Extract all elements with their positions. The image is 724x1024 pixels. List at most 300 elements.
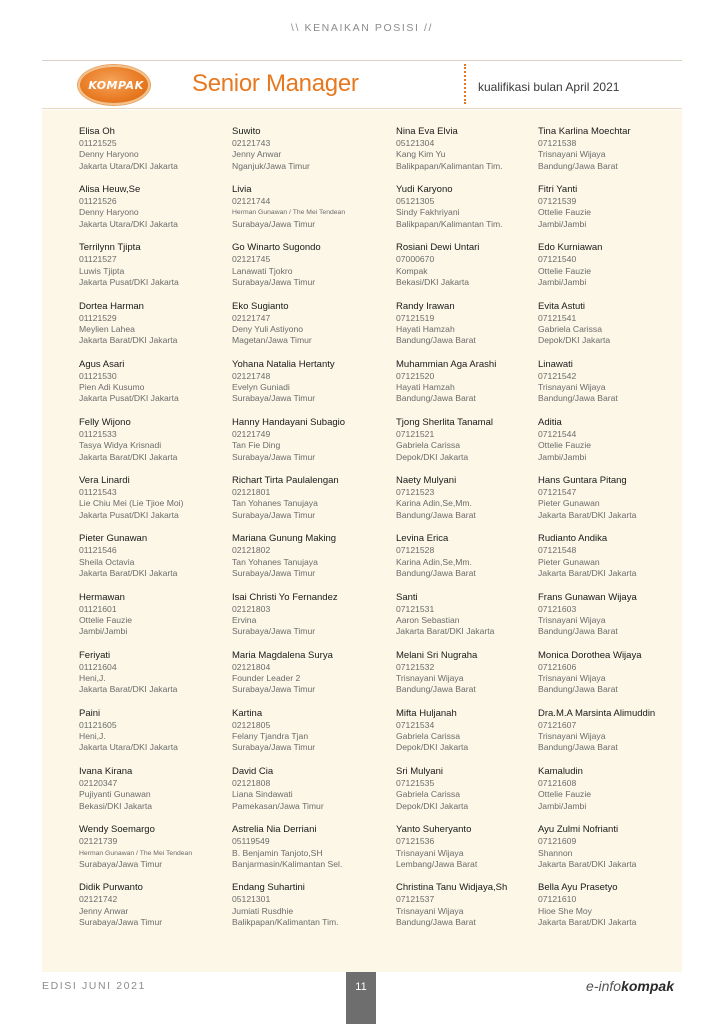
member-location: Jakarta Barat/DKI Jakarta	[79, 335, 178, 346]
sponsor-name: Ottelie Fauzie	[538, 265, 592, 276]
sponsor-name: Ervina	[232, 614, 257, 625]
member-id: 01121530	[79, 370, 117, 381]
member-id: 02121747	[232, 312, 271, 323]
member-entry	[538, 126, 693, 184]
top-divider	[42, 60, 682, 61]
member-id: 02121749	[232, 428, 271, 439]
sponsor-name: Gabriela Carissa	[396, 789, 460, 800]
sponsor-name: Ottelie Fauzie	[538, 207, 592, 218]
member-entry	[79, 824, 234, 882]
member-location: Surabaya/Jawa Timur	[232, 276, 316, 287]
sponsor-name: Gabriela Carissa	[396, 731, 460, 742]
member-name: Ayu Zulmi Nofrianti	[538, 824, 619, 836]
member-location: Depok/DKI Jakarta	[538, 335, 611, 346]
member-id: 07121538	[538, 138, 577, 148]
member-entry	[232, 592, 387, 650]
member-id: 02120347	[79, 778, 118, 789]
member-location: Jakarta Pusat/DKI Jakarta	[79, 509, 179, 520]
member-entry	[232, 184, 387, 242]
member-entry	[538, 766, 693, 824]
member-entry	[79, 882, 234, 940]
sponsor-name: Ottelie Fauzie	[79, 614, 133, 625]
sponsor-name: Jenny Anwar	[79, 905, 129, 916]
member-id: 07121607	[538, 719, 577, 730]
member-entry	[396, 650, 551, 708]
page-title: Senior Manager	[192, 70, 359, 97]
sponsor-name: Tan Yohanes Tanujaya	[232, 498, 318, 509]
sponsor-name: Felany Tjandra Tjan	[232, 731, 309, 742]
sponsor-name: Trisnayani Wijaya	[538, 672, 606, 683]
sponsor-name: Deny Yuli Astiyono	[232, 323, 304, 334]
member-name: Endang Suhartini	[232, 882, 305, 894]
member-name: Suwito	[232, 126, 261, 137]
member-name: Levina Erica	[396, 533, 449, 545]
member-entry	[79, 184, 234, 242]
member-location: Bandung/Jawa Barat	[538, 684, 618, 695]
sponsor-name: Lie Chiu Mei (Lie Tjioe Moi)	[79, 498, 184, 509]
member-id: 07121540	[538, 254, 577, 265]
brand-prefix: e-info	[586, 978, 622, 994]
member-name: Livia	[232, 184, 252, 196]
member-name: Isai Christi Yo Fernandez	[232, 591, 338, 603]
member-location: Magetan/Jawa Timur	[232, 335, 312, 346]
member-entry	[232, 242, 387, 300]
member-entry	[396, 766, 551, 824]
member-id: 01121526	[79, 196, 117, 207]
member-location: Bandung/Jawa Barat	[396, 509, 476, 520]
sponsor-name: Pieter Gunawan	[538, 498, 600, 509]
member-location: Bandung/Jawa Barat	[538, 160, 618, 171]
member-name: Felly Wijono	[79, 416, 131, 428]
member-id: 02121742	[79, 894, 118, 905]
sponsor-name: Liana Sindawati	[232, 789, 293, 800]
member-entry	[396, 882, 551, 940]
sponsor-name: Kompak	[396, 265, 428, 276]
member-name: Elisa Oh	[79, 126, 115, 137]
sponsor-name: Evelyn Guniadi	[232, 382, 290, 393]
member-name: Yudi Karyono	[396, 184, 453, 196]
member-id: 07121609	[538, 836, 577, 847]
member-entry	[232, 766, 387, 824]
member-location: Jambi/Jambi	[538, 218, 587, 229]
member-name: Feriyati	[79, 649, 111, 661]
member-location: Jakarta Barat/DKI Jakarta	[79, 451, 178, 462]
member-location: Bandung/Jawa Barat	[538, 626, 618, 637]
member-entry	[79, 359, 234, 417]
member-id: 01121604	[79, 661, 117, 672]
member-location: Jakarta Barat/DKI Jakarta	[396, 626, 495, 637]
member-id: 02121808	[232, 778, 271, 789]
sponsor-name: Kang Kim Yu	[396, 149, 446, 160]
member-name: Maria Magdalena Surya	[232, 649, 333, 661]
member-entry	[232, 824, 387, 882]
member-id: 07121519	[396, 312, 435, 323]
member-location: Jambi/Jambi	[538, 451, 587, 462]
member-id: 07121608	[538, 778, 577, 789]
member-id: 02121803	[232, 603, 271, 614]
member-name: Muhammian Aga Arashi	[396, 358, 497, 370]
member-id: 05121304	[396, 138, 435, 148]
member-id: 07121523	[396, 487, 435, 498]
member-entry	[538, 708, 693, 766]
member-name: Yanto Suheryanto	[396, 824, 472, 836]
member-name: Hans Guntara Pitang	[538, 475, 627, 487]
member-id: 02121801	[232, 487, 271, 498]
member-name: Naety Mulyani	[396, 475, 457, 487]
member-location: Bandung/Jawa Barat	[396, 684, 476, 695]
member-id: 07121536	[396, 836, 435, 847]
member-name: Hermawan	[79, 591, 125, 603]
member-location: Surabaya/Jawa Timur	[79, 917, 163, 928]
member-column-2	[232, 126, 387, 941]
member-entry	[232, 708, 387, 766]
sponsor-name: Sheila Octavia	[79, 556, 135, 567]
member-id: 07121544	[538, 428, 577, 439]
member-id: 02121804	[232, 661, 271, 672]
sponsor-name: Aaron Sebastian	[396, 614, 460, 625]
member-name: Tina Karlina Moechtar	[538, 126, 631, 137]
member-location: Lembang/Jawa Barat	[396, 858, 478, 869]
member-entry	[538, 533, 693, 591]
member-name: Richart Tirta Paulalengan	[232, 475, 339, 487]
member-id: 07121534	[396, 719, 435, 730]
member-id: 07000670	[396, 254, 435, 265]
member-id: 01121601	[79, 603, 117, 614]
member-name: Hanny Handayani Subagio	[232, 416, 346, 428]
member-entry	[396, 184, 551, 242]
sponsor-name: Jenny Anwar	[232, 149, 282, 160]
member-location: Surabaya/Jawa Timur	[232, 218, 316, 229]
member-location: Bandung/Jawa Barat	[396, 335, 476, 346]
member-location: Jakarta Barat/DKI Jakarta	[538, 567, 637, 578]
member-entry	[79, 242, 234, 300]
member-entry	[232, 533, 387, 591]
member-entry	[79, 417, 234, 475]
member-name: Rosiani Dewi Untari	[396, 242, 480, 254]
member-id: 07121603	[538, 603, 577, 614]
member-name: David Cia	[232, 766, 274, 778]
member-name: Ivana Kirana	[79, 766, 133, 778]
member-entry	[79, 475, 234, 533]
member-id: 02121745	[232, 254, 271, 265]
member-location: Jakarta Pusat/DKI Jakarta	[79, 393, 179, 404]
member-id: 07121535	[396, 778, 435, 789]
member-entry	[232, 126, 387, 184]
member-location: Surabaya/Jawa Timur	[232, 684, 316, 695]
member-id: 05121305	[396, 196, 435, 207]
member-entry	[538, 824, 693, 882]
member-name: Monica Dorothea Wijaya	[538, 649, 642, 661]
page-footer	[42, 972, 682, 1024]
sponsor-name: Trisnayani Wijaya	[538, 614, 606, 625]
member-entry	[396, 708, 551, 766]
member-location: Jakarta Barat/DKI Jakarta	[538, 509, 637, 520]
member-entry	[396, 533, 551, 591]
sponsor-name: Karina Adin,Se,Mm.	[396, 498, 472, 509]
member-id: 07121542	[538, 370, 577, 381]
member-entry	[79, 766, 234, 824]
sponsor-name: Pujiyanti Gunawan	[79, 789, 151, 800]
member-id: 02121739	[79, 836, 118, 847]
member-entry	[232, 475, 387, 533]
member-name: Terrilynn Tjipta	[79, 242, 141, 254]
member-id: 02121744	[232, 196, 271, 207]
sponsor-name: Herman Gunawan / The Mei Tendean	[232, 209, 346, 217]
member-name: Sri Mulyani	[396, 766, 443, 778]
sponsor-name: Trisnayani Wijaya	[396, 905, 464, 916]
member-column-4	[538, 126, 693, 941]
member-name: Edo Kurniawan	[538, 242, 603, 254]
member-id: 02121748	[232, 370, 271, 381]
member-name: Rudianto Andika	[538, 533, 608, 545]
member-entry	[79, 126, 234, 184]
member-name: Evita Astuti	[538, 300, 585, 312]
sponsor-name: Pieter Gunawan	[538, 556, 600, 567]
kompak-logo	[78, 65, 150, 105]
member-entry	[538, 475, 693, 533]
member-entry	[538, 242, 693, 300]
member-location: Jakarta Utara/DKI Jakarta	[79, 218, 178, 229]
member-location: Bandung/Jawa Barat	[396, 567, 476, 578]
member-id: 01121525	[79, 138, 117, 148]
member-entry	[538, 882, 693, 940]
member-entry	[538, 301, 693, 359]
member-location: Jakarta Utara/DKI Jakarta	[79, 160, 178, 171]
member-id: 07121532	[396, 661, 435, 672]
member-id: 01121529	[79, 312, 117, 323]
member-entry	[396, 417, 551, 475]
member-name: Didik Purwanto	[79, 882, 143, 894]
member-entry	[79, 708, 234, 766]
sponsor-name: Ottelie Fauzie	[538, 440, 592, 451]
sponsor-name: Karina Adin,Se,Mm.	[396, 556, 472, 567]
member-location: Surabaya/Jawa Timur	[232, 451, 316, 462]
member-id: 07121528	[396, 545, 435, 556]
member-entry	[396, 592, 551, 650]
member-location: Surabaya/Jawa Timur	[79, 858, 163, 869]
member-name: Dortea Harman	[79, 300, 144, 312]
page-header	[42, 62, 682, 110]
sponsor-name: Luwis Tjipta	[79, 265, 125, 276]
member-id: 05121301	[232, 894, 271, 905]
member-id: 07121539	[538, 196, 577, 207]
member-entry	[538, 184, 693, 242]
brand-name: kompak	[621, 978, 674, 994]
member-location: Surabaya/Jawa Timur	[232, 509, 316, 520]
member-location: Bandung/Jawa Barat	[396, 393, 476, 404]
member-entry	[232, 359, 387, 417]
page-subtitle: kualifikasi bulan April 2021	[478, 80, 620, 94]
brand-wordmark	[586, 978, 674, 994]
sponsor-name: B. Benjamin Tanjoto,SH	[232, 847, 323, 858]
member-entry	[79, 592, 234, 650]
member-entry	[232, 650, 387, 708]
member-entry	[538, 592, 693, 650]
member-entry	[79, 650, 234, 708]
dotted-divider	[464, 64, 466, 104]
member-location: Jakarta Barat/DKI Jakarta	[79, 567, 178, 578]
member-name: Go Winarto Sugondo	[232, 242, 321, 254]
member-name: Bella Ayu Prasetyo	[538, 882, 618, 894]
member-location: Jambi/Jambi	[538, 800, 587, 811]
member-name: Aditia	[538, 416, 562, 428]
member-location: Jakarta Barat/DKI Jakarta	[538, 917, 637, 928]
member-location: Balikpapan/Kalimantan Tim.	[232, 917, 339, 928]
member-id: 07121548	[538, 545, 577, 556]
sponsor-name: Heni,J.	[79, 672, 106, 683]
section-header: \\ KENAIKAN POSISI //	[290, 22, 434, 34]
member-entry	[232, 882, 387, 940]
member-name: Tjong Sherlita Tanamal	[396, 416, 493, 428]
sponsor-name: Meylien Lahea	[79, 323, 135, 334]
sponsor-name: Trisnayani Wijaya	[538, 731, 606, 742]
member-name: Fitri Yanti	[538, 184, 578, 196]
member-name: Paini	[79, 707, 101, 719]
sponsor-name: Sindy Fakhriyani	[396, 207, 460, 218]
member-entry	[396, 242, 551, 300]
member-location: Jakarta Barat/DKI Jakarta	[79, 684, 178, 695]
member-entry	[232, 301, 387, 359]
member-entry	[396, 301, 551, 359]
member-id: 07121547	[538, 487, 577, 498]
member-name: Yohana Natalia Hertanty	[232, 358, 335, 370]
sponsor-name: Gabriela Carissa	[538, 323, 602, 334]
sponsor-name: Hioe She Moy	[538, 905, 592, 916]
member-location: Surabaya/Jawa Timur	[232, 626, 316, 637]
member-name: Eko Sugianto	[232, 300, 289, 312]
sponsor-name: Ottelie Fauzie	[538, 789, 592, 800]
sponsor-name: Tan Fie Ding	[232, 440, 281, 451]
sponsor-name: Trisnayani Wijaya	[396, 672, 464, 683]
member-id: 07121520	[396, 370, 435, 381]
member-name: Agus Asari	[79, 358, 125, 370]
member-name: Frans Gunawan Wijaya	[538, 591, 637, 603]
member-id: 01121533	[79, 428, 117, 439]
member-name: Christina Tanu Widjaya,Sh	[396, 882, 508, 894]
member-entry	[396, 359, 551, 417]
member-entry	[396, 475, 551, 533]
sponsor-name: Lanawati Tjokro	[232, 265, 293, 276]
member-name: Randy Irawan	[396, 300, 455, 312]
member-column-1	[79, 126, 234, 941]
sponsor-name: Denny Haryono	[79, 149, 139, 160]
member-location: Jambi/Jambi	[538, 276, 587, 287]
sponsor-name: Trisnayani Wijaya	[396, 847, 464, 858]
member-entry	[79, 301, 234, 359]
member-id: 01121543	[79, 487, 117, 498]
member-location: Jakarta Utara/DKI Jakarta	[79, 742, 178, 753]
member-name: Astrelia Nia Derriani	[232, 824, 317, 836]
member-location: Nganjuk/Jawa Timur	[232, 160, 310, 171]
sponsor-name: Shannon	[538, 847, 573, 858]
member-location: Jakarta Pusat/DKI Jakarta	[79, 276, 179, 287]
member-name: Nina Eva Elvia	[396, 126, 458, 137]
member-location: Surabaya/Jawa Timur	[232, 393, 316, 404]
sponsor-name: Heni,J.	[79, 731, 106, 742]
member-location: Depok/DKI Jakarta	[396, 451, 469, 462]
member-name: Wendy Soemargo	[79, 824, 155, 836]
sponsor-name: Pien Adi Kusumo	[79, 382, 145, 393]
member-location: Balikpapan/Kalimantan Tim.	[396, 160, 503, 171]
member-location: Surabaya/Jawa Timur	[232, 742, 316, 753]
member-id: 02121805	[232, 719, 271, 730]
sponsor-name: Trisnayani Wijaya	[538, 382, 606, 393]
page-number-box	[346, 972, 376, 1024]
member-id: 07121610	[538, 894, 577, 905]
header-divider	[42, 108, 682, 109]
logo-text: KOMPAK	[88, 79, 144, 92]
member-id: 07121541	[538, 312, 577, 323]
member-location: Bandung/Jawa Barat	[396, 917, 476, 928]
content-panel	[42, 110, 682, 972]
member-name: Melani Sri Nugraha	[396, 649, 478, 661]
member-entry	[538, 650, 693, 708]
member-location: Banjarmasin/Kalimantan Sel.	[232, 858, 343, 869]
member-id: 07121531	[396, 603, 435, 614]
member-location: Bandung/Jawa Barat	[538, 393, 618, 404]
member-location: Bekasi/DKI Jakarta	[79, 800, 153, 811]
member-name: Linawati	[538, 358, 573, 370]
edition-label: EDISI JUNI 2021	[42, 980, 146, 992]
sponsor-name: Jumiati Rusdhie	[232, 905, 294, 916]
member-name: Pieter Gunawan	[79, 533, 148, 545]
member-location: Surabaya/Jawa Timur	[232, 567, 316, 578]
member-name: Dra.M.A Marsinta Alimuddin	[538, 707, 656, 719]
member-id: 01121546	[79, 545, 117, 556]
sponsor-name: Gabriela Carissa	[396, 440, 460, 451]
member-id: 05119549	[232, 836, 270, 847]
member-entry	[538, 417, 693, 475]
member-location: Jambi/Jambi	[79, 626, 128, 637]
member-location: Pamekasan/Jawa Timur	[232, 800, 324, 811]
member-column-3	[396, 126, 551, 941]
member-id: 02121802	[232, 545, 271, 556]
member-id: 07121521	[396, 428, 435, 439]
member-entry	[538, 359, 693, 417]
member-name: Santi	[396, 591, 418, 603]
member-entry	[396, 824, 551, 882]
member-name: Kamaludin	[538, 766, 583, 778]
member-name: Mariana Gunung Making	[232, 533, 337, 545]
member-location: Bandung/Jawa Barat	[538, 742, 618, 753]
sponsor-name: Founder Leader 2	[232, 672, 301, 683]
page-number: 11	[355, 981, 367, 993]
member-id: 07121606	[538, 661, 577, 672]
member-name: Kartina	[232, 707, 263, 719]
member-location: Jakarta Barat/DKI Jakarta	[538, 858, 637, 869]
member-name: Mifta Huljanah	[396, 707, 457, 719]
member-id: 01121527	[79, 254, 117, 265]
member-location: Depok/DKI Jakarta	[396, 800, 469, 811]
sponsor-name: Trisnayani Wijaya	[538, 149, 606, 160]
member-name: Alisa Heuw,Se	[79, 184, 141, 196]
member-entry	[396, 126, 551, 184]
sponsor-name: Hayati Hamzah	[396, 382, 455, 393]
member-id: 07121537	[396, 894, 435, 905]
member-location: Depok/DKI Jakarta	[396, 742, 469, 753]
member-location: Bekasi/DKI Jakarta	[396, 276, 470, 287]
member-entry	[232, 417, 387, 475]
member-entry	[79, 533, 234, 591]
sponsor-name: Herman Gunawan / The Mei Tendean	[79, 849, 193, 857]
member-location: Balikpapan/Kalimantan Tim.	[396, 218, 503, 229]
sponsor-name: Denny Haryono	[79, 207, 139, 218]
sponsor-name: Tasya Widya Krisnadi	[79, 440, 162, 451]
member-id: 02121743	[232, 138, 271, 148]
member-name: Vera Linardi	[79, 475, 130, 487]
sponsor-name: Hayati Hamzah	[396, 323, 455, 334]
sponsor-name: Tan Yohanes Tanujaya	[232, 556, 318, 567]
